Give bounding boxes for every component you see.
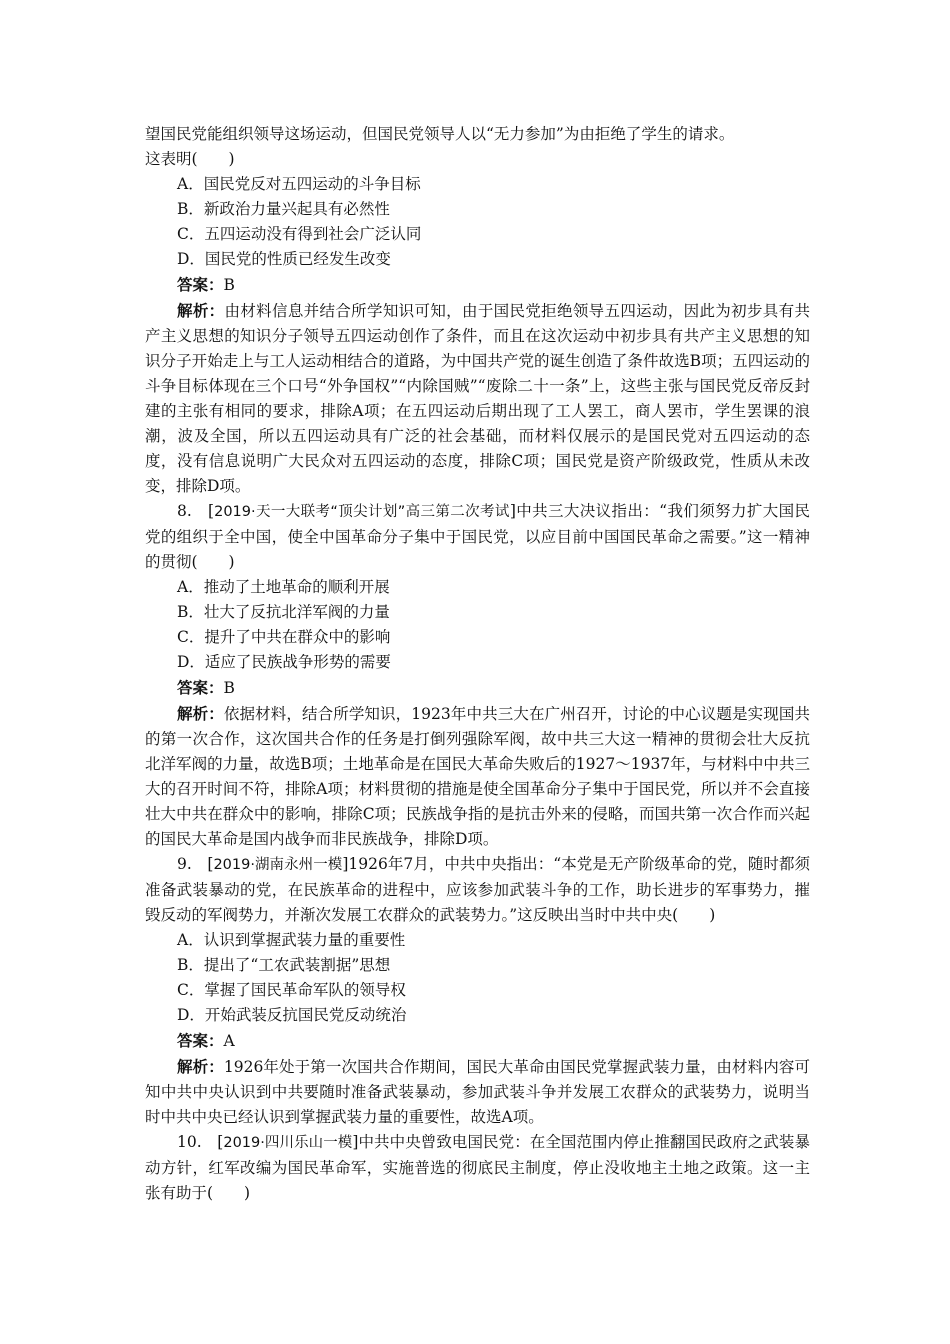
q8-option-b: B．壮大了反抗北洋军阀的力量 <box>177 603 390 621</box>
analysis-label: 解析： <box>177 301 225 320</box>
intro-line-2: 这表明( ) <box>145 150 235 168</box>
q7-option-b: B．新政治力量兴起具有必然性 <box>177 200 390 218</box>
answer-label: 答案： <box>177 1031 224 1050</box>
q9-option-a: A．认识到掌握武装力量的重要性 <box>177 931 406 949</box>
q7-option-c: C．五四运动没有得到社会广泛认同 <box>177 225 422 243</box>
q7-option-d: D．国民党的性质已经发生改变 <box>177 250 391 268</box>
question-text: ]1926年7月，中共中央指出：“本党是无产阶级革命的党，随时都须准备武装暴动的党，在民族革命的进程中，应该参加武装斗争的工作，助长进步的军事势力，摧毁反动的军阀势力，并渐次发展工农群众的武装势力。”这反映出当时中共中央( ) <box>145 855 811 924</box>
q8-stem <box>145 499 810 575</box>
question-number: 10. [ <box>177 1133 224 1151</box>
answer-value: A <box>223 1032 235 1050</box>
question-source: 2019·天一大联考“顶尖计划”高三第二次考试 <box>214 504 510 520</box>
q9-stem <box>145 852 810 928</box>
answer-label: 答案： <box>177 275 224 294</box>
question-source: 2019·四川乐山一模 <box>223 1135 353 1151</box>
q8-analysis <box>145 701 810 852</box>
question-number: 8. [ <box>177 502 215 520</box>
q10-stem <box>145 1130 810 1206</box>
q8-option-d: D．适应了民族战争形势的需要 <box>177 653 391 671</box>
answer-label: 答案： <box>177 678 224 697</box>
q7-option-a: A．国民党反对五四运动的斗争目标 <box>177 175 421 193</box>
q9-answer <box>145 1028 810 1054</box>
answer-value: B <box>223 679 235 697</box>
question-text: ]中共三大决议指出：“我们须努力扩大国民党的组织于全中国，使全中国革命分子集中于国民党，以应目前中国国民革命之需要。”这一精神的贯彻( ) <box>145 502 810 571</box>
q7-analysis <box>145 298 810 499</box>
intro-line-1: 望国民党能组织领导这场运动，但国民党领导人以“无力参加”为由拒绝了学生的请求。 <box>145 125 735 143</box>
analysis-text: 依据材料，结合所学知识，1923年中共三大在广州召开，讨论的中心议题是实现国共的第一次合作，这次国共合作的任务是打倒列强除军阀，故中共三大这一精神的贯彻会壮大反抗北洋军阀的力量，故选B项；土地革命是在国民大革命失败后的1927～1937年，与材料中中共三大的召开时间不符，排除A项；材料贯彻的措施是使全国革命分子集中于国民党，所以并不会直接壮大中共在群众中的影响，排除C项；民族战争指的是抗击外来的侵略，而国共第一次合作而兴起的国民大革命是国内战争而非民族战争，排除D项。 <box>145 705 810 848</box>
question-source: 2019·湖南永州一模 <box>213 857 343 873</box>
q9-option-b: B．提出了“工农武装割据”思想 <box>177 956 391 974</box>
q9-option-c: C．掌握了国民革命军队的领导权 <box>177 981 406 999</box>
q7-answer <box>145 272 810 298</box>
q8-option-a: A．推动了土地革命的顺利开展 <box>177 578 390 596</box>
q8-answer <box>145 675 810 701</box>
analysis-text: 由材料信息并结合所学知识可知，由于国民党拒绝领导五四运动，因此为初步具有共产主义思想的知识分子领导五四运动创作了条件，而且在这次运动中初步具有共产主义思想的知识分子开始走上与工人运动相结合的道路，为中国共产党的诞生创造了条件故选B项；五四运动的斗争目标体现在三个口号“外争国权”“内除国贼”“废除二十一条”上，这些主张与国民党反帝反封建的主张有相同的要求，排除A项；在五四运动后期出现了工人罢工，商人罢市，学生罢课的浪潮，波及全国，所以五四运动具有广泛的社会基础，而材料仅展示的是国民党对五四运动的态度，没有信息说明广大民众对五四运动的态度，排除C项；国民党是资产阶级政党，性质从未改变，排除D项。 <box>145 302 810 495</box>
document-page <box>145 122 810 1206</box>
q9-analysis <box>145 1054 810 1130</box>
question-text: ]中共中央曾致电国民党：在全国范围内停止推翻国民政府之武装暴动方针，红军改编为国民革命军，实施普选的彻底民主制度，停止没收地主土地之政策。这一主张有助于( ) <box>145 1133 810 1202</box>
q9-option-d: D．开始武装反抗国民党反动统治 <box>177 1006 407 1024</box>
analysis-label: 解析： <box>177 1057 224 1076</box>
analysis-label: 解析： <box>177 704 224 723</box>
q8-option-c: C．提升了中共在群众中的影响 <box>177 628 391 646</box>
analysis-text: 1926年处于第一次国共合作期间，国民大革命由国民党掌握武装力量，由材料内容可知中共中央认识到中共要随时准备武装暴动，参加武装斗争并发展工农群众的武装势力，说明当时中共中央已经认识到掌握武装力量的重要性，故选A项。 <box>145 1058 810 1126</box>
answer-value: B <box>223 276 235 294</box>
question-number: 9. [ <box>177 855 214 873</box>
